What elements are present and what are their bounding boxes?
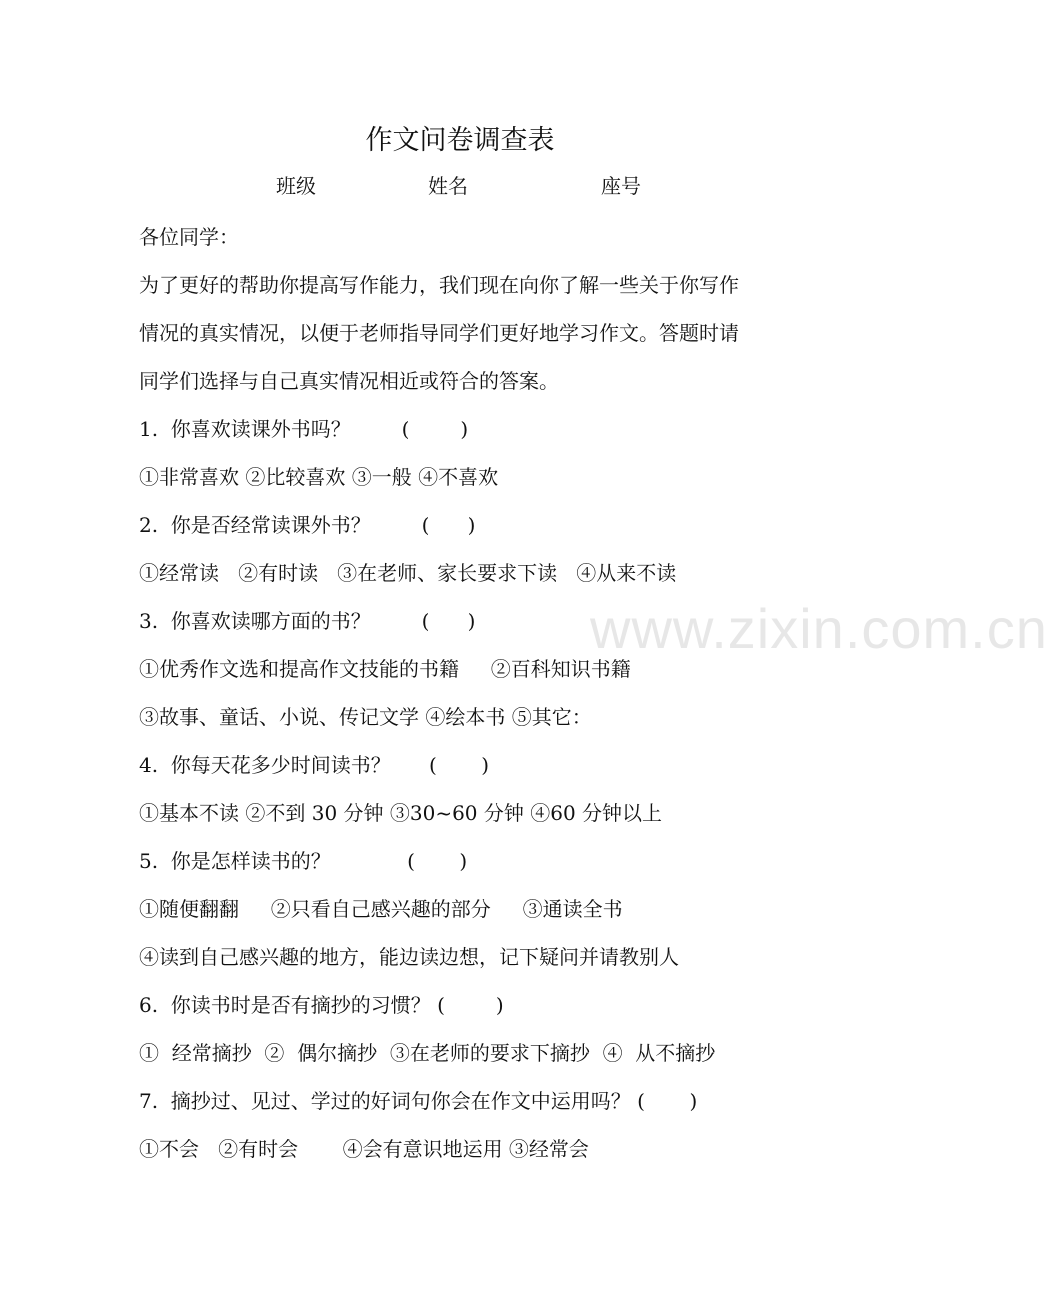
question-5: 5. 你是怎样读书的？ ( ) [139,849,468,873]
question-3-options: ③故事、童话、小说、传记文学 ④绘本书 ⑤其它： [139,705,592,729]
class-label: 班级 [276,174,316,198]
intro-line: 为了更好的帮助你提高写作能力，我们现在向你了解一些关于你写作 [139,273,739,297]
intro-line: 同学们选择与自己真实情况相近或符合的答案。 [139,369,559,393]
question-6: 6. 你读书时是否有摘抄的习惯？ ( ) [139,993,504,1017]
watermark: www.zixin.com.cn [590,597,1048,660]
question-3: 3. 你喜欢读哪方面的书？ ( ) [139,609,476,633]
question-5-options: ④读到自己感兴趣的地方，能边读边想，记下疑问并请教别人 [139,945,679,969]
question-4-options: ①基本不读 ②不到 30 分钟 ③30~60 分钟 ④60 分钟以上 [139,801,663,825]
question-6-options: ① 经常摘抄 ② 偶尔摘抄 ③在老师的要求下摘抄 ④ 从不摘抄 [139,1041,716,1065]
question-1: 1. 你喜欢读课外书吗？ ( ) [139,417,469,441]
question-1-options: ①非常喜欢 ②比较喜欢 ③一般 ④不喜欢 [139,465,499,489]
question-5-options: ①随便翻翻 ②只看自己感兴趣的部分 ③通读全书 [139,897,623,921]
name-label: 姓名 [428,174,468,198]
page-title: 作文问卷调查表 [365,125,555,156]
question-3-options: ①优秀作文选和提高作文技能的书籍 ②百科知识书籍 [139,657,631,681]
question-2-options: ①经常读 ②有时读 ③在老师、家长要求下读 ④从来不读 [139,561,677,585]
greeting: 各位同学： [139,225,239,249]
question-7-options: ①不会 ②有时会 ④会有意识地运用 ③经常会 [139,1137,589,1161]
question-4: 4. 你每天花多少时间读书？ ( ) [139,753,490,777]
seat-label: 座号 [601,174,641,198]
question-2: 2. 你是否经常读课外书？ ( ) [139,513,476,537]
intro-line: 情况的真实情况，以便于老师指导同学们更好地学习作文。答题时请 [139,321,739,345]
question-7: 7. 摘抄过、见过、学过的好词句你会在作文中运用吗？ ( ) [139,1089,698,1113]
